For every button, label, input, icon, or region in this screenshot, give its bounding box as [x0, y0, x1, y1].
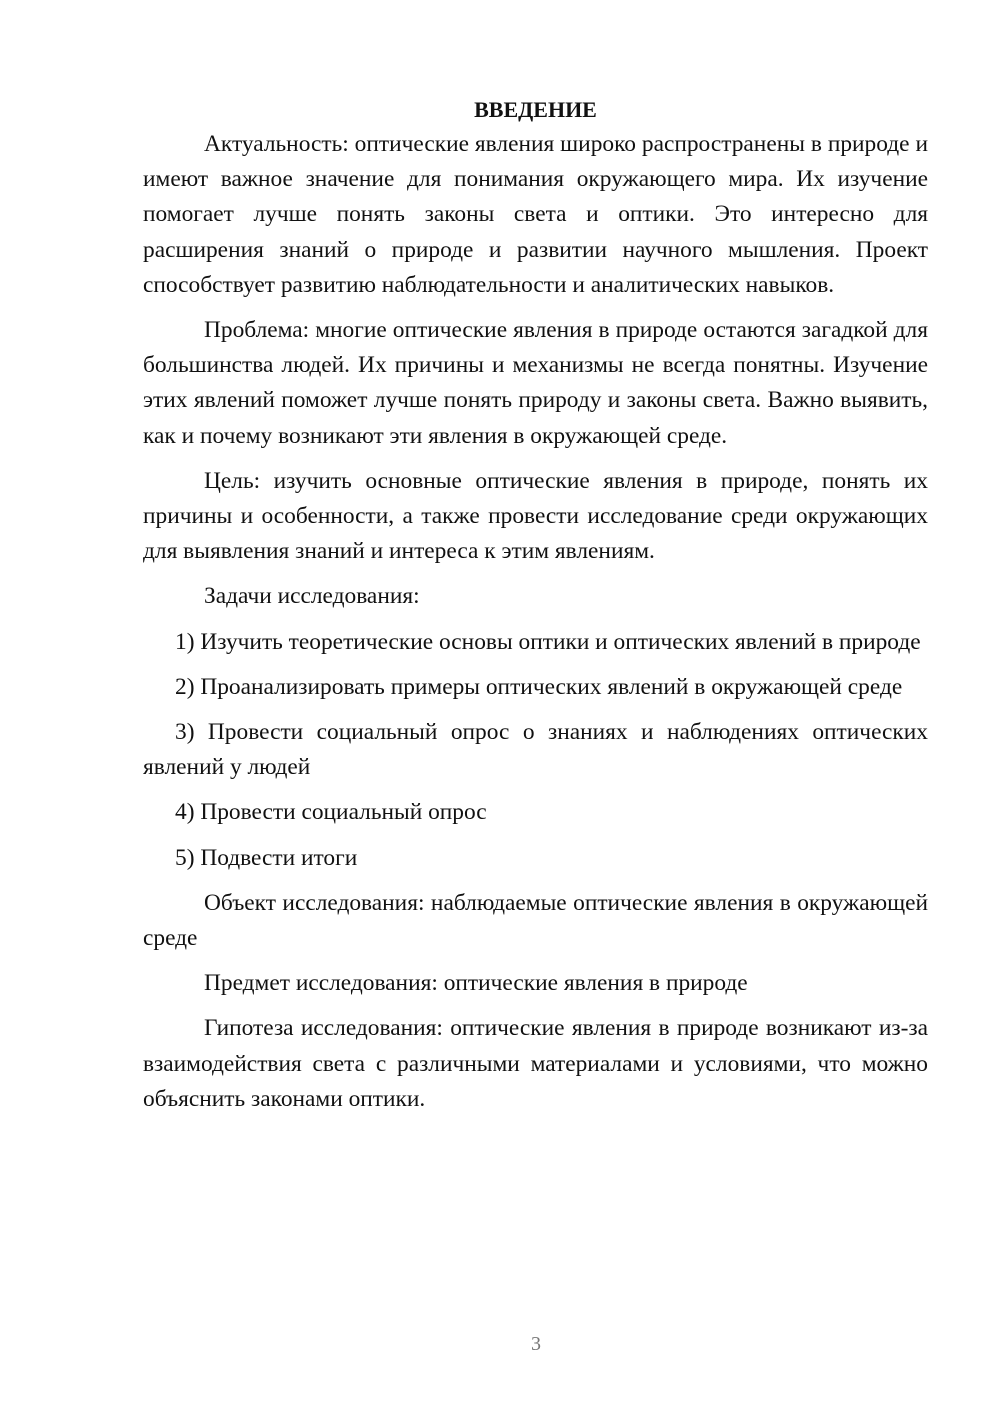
problem-paragraph: Проблема: многие оптические явления в природе остаются загадкой для большинства людей. Их причины и механизмы не всегда понятны. Изучение этих явлений поможет лучше понять природу и законы света. Важно выявить, как и почему возникают эти явления в окружающей среде.: [143, 317, 928, 449]
object-paragraph: Объект исследования: наблюдаемые оптические явления в окружающей среде: [143, 889, 928, 952]
page-number: 3: [531, 1333, 541, 1355]
tasks-heading: Задачи исследования:: [204, 583, 420, 610]
relevance-paragraph: Актуальность: оптические явления широко распространены в природе и имеют важное значение для понимания окружающего мира. Их изучение помогает лучше понять законы света и оптики. Это интересно для расширения знаний о природе и развитии научного мышления. Проект способствует развитию наблюдательности и аналитических навыков.: [143, 131, 928, 298]
page-title: ВВЕДЕНИЕ: [474, 97, 597, 122]
document-page: [143, 92, 928, 1127]
task-item-3: 3) Провести социальный опрос о знаниях и наблюдениях оптических явлений у людей: [143, 719, 928, 781]
subject-paragraph: Предмет исследования: оптические явления в природе: [204, 970, 748, 997]
goal-paragraph: Цель: изучить основные оптические явления в природе, понять их причины и особенности, а также провести исследование среди окружающих для выявления знаний и интереса к этим явлениям.: [143, 467, 928, 565]
task-item-4: 4) Провести социальный опрос: [175, 799, 487, 826]
task-item-5: 5) Подвести итоги: [175, 844, 358, 871]
hypothesis-paragraph: Гипотеза исследования: оптические явления в природе возникают из-за взаимодействия света с различными материалами и условиями, что можно объяснить законами оптики.: [143, 1015, 928, 1112]
task-item-2: 2) Проанализировать примеры оптических явлений в окружающей среде: [175, 673, 903, 700]
task-item-1: 1) Изучить теоретические основы оптики и оптических явлений в природе: [175, 628, 921, 655]
